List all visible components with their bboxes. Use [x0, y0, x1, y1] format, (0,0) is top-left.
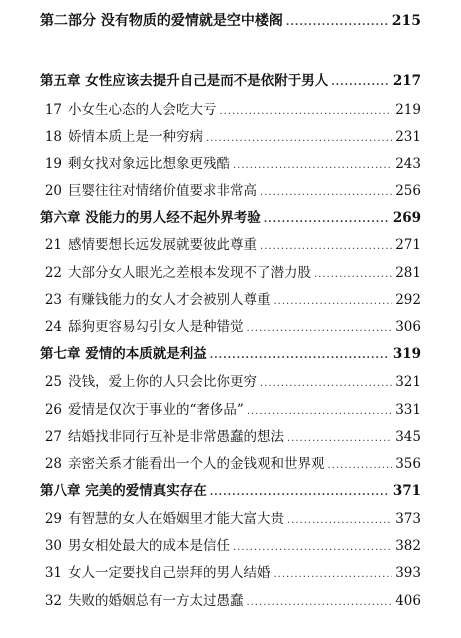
entry-number: 17	[44, 102, 62, 118]
entry-number: 32	[44, 593, 62, 609]
dot-leader	[287, 433, 392, 444]
chapter-heading	[40, 206, 421, 226]
chapter-title: 第六章 没能力的男人经不起外界考验	[40, 210, 261, 226]
entry-page-number: 231	[395, 129, 421, 145]
entry-number: 20	[44, 183, 62, 199]
dot-leader	[210, 487, 390, 498]
dot-leader	[247, 323, 393, 334]
chapter-page-number: 217	[392, 73, 421, 89]
dot-leader	[274, 296, 393, 307]
entry-page-number: 356	[395, 456, 421, 472]
entry-number: 23	[44, 292, 62, 308]
entry-number: 27	[44, 429, 62, 445]
entry-title: 有智慧的女人在婚姻里才能大富大贵	[68, 511, 284, 527]
dot-leader	[233, 542, 392, 553]
toc-entry	[40, 152, 421, 172]
entry-title: 巨婴往往对情绪价值要求非常高	[68, 183, 257, 199]
entry-title: 舔狗更容易勾引女人是种错觉	[68, 319, 244, 335]
entry-title: 女人一定要找自己崇拜的男人结婚	[68, 565, 271, 581]
dot-leader	[264, 214, 390, 225]
entry-page-number: 271	[395, 237, 421, 253]
entry-title: 有赚钱能力的女人才会被别人尊重	[68, 292, 271, 308]
entry-page-number: 219	[395, 102, 421, 118]
toc-entry	[40, 507, 421, 527]
entry-title: 感情要想长远发展就要彼此尊重	[68, 237, 257, 253]
entry-page-number: 243	[395, 156, 421, 172]
entry-page-number: 321	[395, 374, 421, 390]
toc-entry	[40, 315, 421, 335]
toc-entry	[40, 561, 421, 581]
part-page-number: 215	[391, 13, 421, 29]
dot-leader	[328, 460, 393, 471]
entry-page-number: 281	[395, 265, 421, 281]
toc-entry	[40, 425, 421, 445]
entry-title: 没钱，爱上你的人只会比你更穷	[68, 374, 257, 390]
dot-leader	[287, 515, 392, 526]
toc-entry	[40, 288, 421, 308]
toc-entry	[40, 534, 421, 554]
dot-leader	[286, 17, 389, 28]
entry-title: 失败的婚姻总有一方太过愚蠢	[68, 593, 244, 609]
entry-title: 娇情本质上是一种穷病	[68, 129, 203, 145]
chapter-title: 第七章 爱情的本质就是利益	[40, 346, 207, 362]
toc-entry	[40, 125, 421, 145]
part-title: 第二部分 没有物质的爱情就是空中楼阁	[40, 13, 283, 29]
chapter-page-number: 371	[392, 483, 421, 499]
entry-title: 结婚找非同行互补是非常愚蠢的想法	[68, 429, 284, 445]
chapter-page-number: 269	[392, 210, 421, 226]
dot-leader	[247, 406, 392, 417]
entry-page-number: 406	[395, 593, 421, 609]
toc-entry	[40, 370, 421, 390]
entry-page-number: 382	[395, 538, 421, 554]
dot-leader	[260, 187, 392, 198]
dot-leader	[233, 160, 392, 171]
toc-entry	[40, 98, 421, 118]
toc-entry	[40, 179, 421, 199]
entry-number: 25	[44, 374, 62, 390]
entry-number: 26	[44, 402, 62, 418]
entry-title: 亲密关系才能看出一个人的金钱观和世界观	[68, 456, 325, 472]
entry-title: 剩女找对象远比想象更残酷	[68, 156, 230, 172]
entry-page-number: 345	[395, 429, 421, 445]
toc-entry	[40, 452, 421, 472]
entry-number: 18	[44, 129, 62, 145]
dot-leader	[331, 77, 390, 88]
dot-leader	[247, 597, 393, 608]
entry-title: 爱情是仅次于事业的“奢侈品”	[68, 402, 244, 418]
entry-number: 21	[44, 237, 62, 253]
entry-page-number: 256	[395, 183, 421, 199]
entry-number: 30	[44, 538, 62, 554]
entry-page-number: 292	[395, 292, 421, 308]
toc-entry	[40, 589, 421, 609]
chapter-title: 第八章 完美的爱情真实存在	[40, 483, 207, 499]
entry-number: 24	[44, 319, 62, 335]
chapter-title: 第五章 女性应该去提升自己是而不是依附于男人	[40, 73, 329, 89]
entry-page-number: 306	[395, 319, 421, 335]
toc-entry	[40, 261, 421, 281]
chapter-heading	[40, 342, 421, 362]
dot-leader	[260, 378, 392, 389]
dot-leader	[260, 241, 392, 252]
dot-leader	[210, 350, 390, 361]
chapter-page-number: 319	[392, 346, 421, 362]
entry-page-number: 393	[395, 565, 421, 581]
entry-title: 大部分女人眼光之差根本发现不了潜力股	[68, 265, 311, 281]
dot-leader	[314, 269, 392, 280]
chapter-heading	[40, 479, 421, 499]
dot-leader	[206, 133, 392, 144]
entry-number: 29	[44, 511, 62, 527]
toc-entry	[40, 398, 421, 418]
entry-number: 22	[44, 265, 62, 281]
entry-title: 男女相处最大的成本是信任	[68, 538, 230, 554]
toc-entry	[40, 233, 421, 253]
entry-number: 19	[44, 156, 62, 172]
entry-page-number: 331	[395, 402, 421, 418]
dot-leader	[274, 569, 393, 580]
part-heading	[40, 10, 421, 30]
dot-leader	[220, 106, 393, 117]
entry-number: 28	[44, 456, 62, 472]
entry-title: 小女生心态的人会吃大亏	[68, 102, 217, 118]
chapter-heading	[40, 69, 421, 89]
entry-page-number: 373	[395, 511, 421, 527]
entry-number: 31	[44, 565, 62, 581]
